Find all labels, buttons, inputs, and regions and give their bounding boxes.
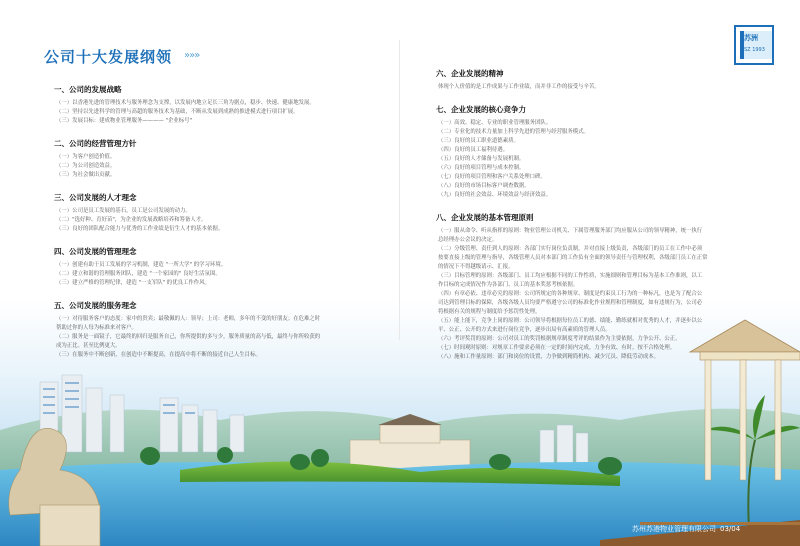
section-line: 的情况下不得越级请示、汇报。 [438,264,514,270]
section [50,246,380,288]
section [50,300,380,360]
section-heading: 三、公司发展的人才理念 [54,193,137,202]
page-number: 03/04 [720,525,741,533]
section [432,212,782,362]
section-line: （二）分级管理、责任到人的原则：各部门实行岗位负责制，并对直接上级负责，各级部门的员工在工作中必须 [438,246,703,252]
section-heading: 五、公司发展的服务理念 [54,301,137,310]
section-line: （六）良好的项目管理与成本控制。 [438,165,525,171]
section [432,104,782,200]
section-line: 按要直接上级的管理与指导，各级管理人员对本部门的工作负有全面的领导责任与管理权利，各级部门员工在正常 [438,255,708,261]
section-line: 将根据有关的规程与制度给予惩罚性处理。 [438,309,541,315]
section-heading: 六、企业发展的精神 [436,69,504,78]
logo-text-bottom: SZ 1993 [744,47,765,53]
title-arrows-icon: »»» [184,50,200,61]
section-line: （四）有章必依、违章必究的原则：公司所规定的各种规章、制度是约束员工行为的一种标凡，也是为了配合公 [438,291,703,297]
section-line: 作目标的完成情况作为各部门、员工的基本奖惩考核依据。 [438,282,579,288]
section-line: （六）考评奖罚的原则：公司对员工的奖罚根据规章制度考评的结果作为主要依据，力争公开、公正。 [438,336,681,342]
section-line: （九）良好的社会效益、环境效益与经济效益。 [438,192,552,198]
section-line: 帮助过你的人每为标准来对客户。 [56,325,137,331]
section-line: （一）公司是员工发展的基石，员工是公司发展的动力。 [56,208,191,214]
footer [632,524,740,534]
section-line: （三）为社会做出贡献。 [56,172,116,178]
logo-text-top: 苏洲 [744,34,758,42]
section-line: （七）时间观时原则：对规章工作要求必须在一定的时间内完成，力争有效、有时，按不合格处理。 [438,345,676,351]
section-line: （二）专业化的技术力量加上科学先进的管理与经营服务模式。 [438,129,589,135]
section [432,68,782,92]
section-heading: 八、企业发展的基本管理原则 [436,213,534,222]
section-heading: 二、公司的经营管理方针 [54,139,137,148]
section-heading: 七、企业发展的核心竞争力 [436,105,526,114]
section [50,192,380,234]
section-line: （三）良好的员工职业道德素质。 [438,138,519,144]
section-line: （二）坚持以先进科学的管理与高超的服务技术为基础，不断从发展到成熟的推进模式进行项目扩展。 [56,109,299,115]
section-line: （一）高效、稳定、专业的职业管理服务团队。 [438,120,552,126]
section-line: 司达到管理目标的保障，各级各级人员均要严格遵守公司的标准化作业规程和管理制度，如有违规行为，公司必 [438,300,703,306]
section-line: （三）目标管理的原则：各级部门、员工均应根据不同的工作性质，实施细则和管理目标为基本工作准则，以工 [438,273,703,279]
column-divider [399,40,400,340]
footer-company: 苏州苏港物业管理有限公司 [632,525,716,533]
company-logo [734,25,774,65]
section-line: （八）良好的市场目标客户调查数据。 [438,183,530,189]
section-heading: 四、公司发展的管理理念 [54,247,137,256]
section-line: （一）服从命令、听从指挥的原则：物业管理公司机关、下属管理服务部门均应服从公司的领导精神，统一执行 [438,228,703,234]
section-line: 成为正比。甚至比例更大。 [56,343,121,349]
section-line: 总经理办公会议的决定。 [438,237,498,243]
right-column [432,68,782,374]
section-line: （一）以香港先进的管理技术与服务理念为支撑，以发展内地立足长三角为据点，稳步、快速、健康地发展。 [56,100,315,106]
section-line: （四）良好的员工福利待遇。 [438,147,509,153]
section-line: （五）良好的人才储备与发展机制。 [438,156,525,162]
section-heading: 一、公司的发展战略 [54,85,122,94]
section-line: （八）施和工作量原则：部门和岗位的设置，力争做到精简机构、减少冗员、降低劳动成本。 [438,354,660,360]
section-line: （三）发展目标：建成物业管理服务———— "企业标号" [56,118,193,124]
section-line: （二）"选好种、育好苗"，为企业的发展战略培养和筹备人才。 [56,217,207,223]
section-line: （三）在服务中不断创新，在创造中不断提高，在提高中将不断的接近自己人生目标。 [56,352,261,358]
section-line: （二）建立和谐的管理服务团队，建造 "一个家园的" 良好生活氛围。 [56,271,221,277]
section-line: （一）对待服务客户的态度：家中的贵宾；最敬佩的人：领导；上司：老师，多年的不变的好朋友；在危难之时 [56,316,321,322]
section-line: （二）为公司创造效益。 [56,163,116,169]
section-line: （五）能上能下，竞争上岗的原则：公司领导将根据每位员工的德、绩能、勤练就相对优秀的人才，并逐步以公 [438,318,703,324]
section-line: 体现个人价值的是工作成果与工作业绩，而并非工作的接受与辛苦。 [438,84,600,90]
page-title: 公司十大发展纲领 [44,48,173,66]
section-line: 平、公正、公开的方式来进行岗位竞争，逐步出局有高素质的管理人员。 [438,327,611,333]
section-line: （三）建立严格的管理纪律，建造 "一支军队" 的优良工作作风。 [56,280,210,286]
section [50,138,380,180]
section-line: （一）为客户创造价值。 [56,154,116,160]
section-line: （二）服务是一面镜子，它最终的回归是服务自己，你所提供的多与少，服务质量的高与低，最终与你所收获的 [56,334,321,340]
section-line: （一）创建有助于员工发展的学习机制，建造 "一所大学" 的学习环境。 [56,262,227,268]
section-line: （三）良好的团队配合能力与优秀的工作业绩是衍生人才的基本依据。 [56,226,224,232]
left-column [50,84,380,372]
section-line: （七）良好的项目管理和客户关系处理口碑。 [438,174,546,180]
section [50,84,380,126]
